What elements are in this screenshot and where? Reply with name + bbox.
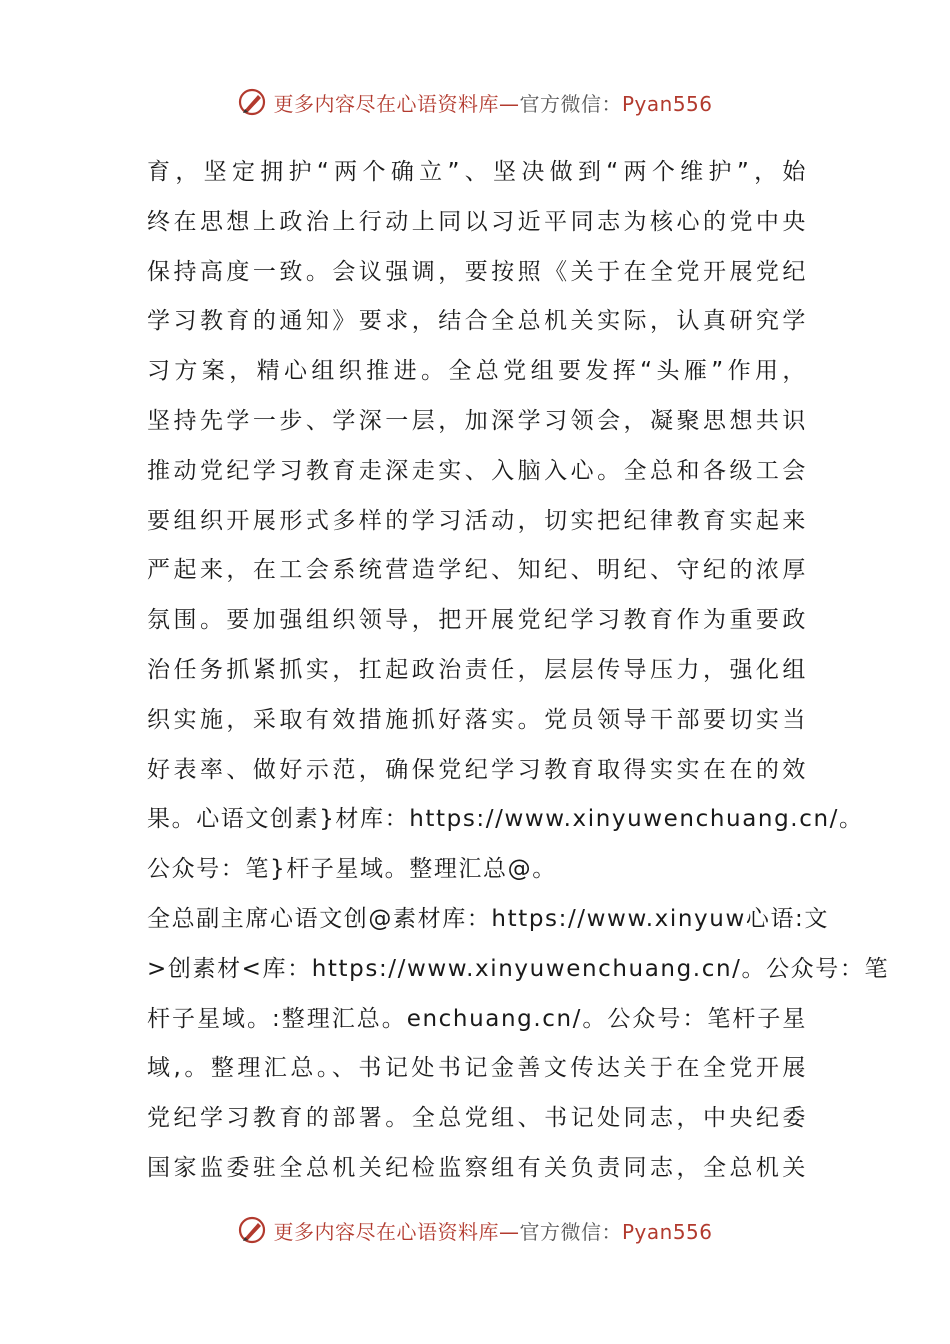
pen-logo-icon <box>237 1215 267 1245</box>
text-line: 国家监委驻全总机关纪检监察组有关负责同志，全总机关 <box>147 1154 807 1181</box>
footer-banner <box>0 1210 950 1250</box>
header-banner <box>0 82 950 122</box>
text-line: 果。心语文创素}材库：https://www.xinyuwenchuang.cn/。 <box>147 806 864 833</box>
banner-wechat-label: 官方微信： <box>519 1219 622 1244</box>
text-line: 要组织开展形式多样的学习活动，切实把纪律教育实起来 <box>147 507 807 534</box>
banner-brand: 更多内容尽在心语资料库 <box>273 1219 499 1244</box>
banner-dash: — <box>498 1219 520 1244</box>
text-line: 保持高度一致。会议强调，要按照《关于在全党开展党纪 <box>147 258 807 285</box>
banner-wechat-label: 官方微信： <box>519 91 622 116</box>
text-line: 学习教育的通知》要求，结合全总机关实际，认真研究学 <box>147 308 807 335</box>
text-line: 治任务抓紧抓实，扛起政治责任，层层传导压力，强化组 <box>147 656 807 683</box>
banner-dash: — <box>498 91 520 116</box>
text-line: 氛围。要加强组织领导，把开展党纪学习教育作为重要政 <box>147 607 807 634</box>
text-line: 杆子星域。:整理汇总。enchuang.cn/。公众号：笔杆子星 <box>147 1005 807 1032</box>
text-line: 终在思想上政治上行动上同以习近平同志为核心的党中央 <box>147 208 807 235</box>
text-line: 公众号：笔}杆子星域。整理汇总@。 <box>147 856 557 883</box>
pen-logo-icon <box>237 87 267 117</box>
banner-wechat-id: Pyan556 <box>621 1219 713 1244</box>
text-line: 域,。整理汇总。、书记处书记金善文传达关于在全党开展 <box>147 1055 807 1082</box>
text-line: 好表率、做好示范，确保党纪学习教育取得实实在在的效 <box>147 756 807 783</box>
text-line: >创素材<库：https://www.xinyuwenchuang.cn/。公众号：笔 <box>147 955 890 982</box>
text-line: 严起来，在工会系统营造学纪、知纪、明纪、守纪的浓厚 <box>147 557 807 584</box>
banner-text <box>273 1216 712 1245</box>
text-line: 织实施，采取有效措施抓好落实。党员领导干部要切实当 <box>147 706 807 733</box>
banner-wechat-id: Pyan556 <box>621 91 713 116</box>
text-line: 坚持先学一步、学深一层，加深学习领会，凝聚思想共识 <box>147 407 807 434</box>
banner-brand: 更多内容尽在心语资料库 <box>273 91 499 116</box>
text-line: 全总副主席心语文创@素材库：https://www.xinyuw心语:文 <box>147 905 830 932</box>
text-line: 党纪学习教育的部署。全总党组、书记处同志，中央纪委 <box>147 1105 807 1132</box>
text-line: 育，坚定拥护“两个确立”、坚决做到“两个维护”，始 <box>147 159 807 185</box>
document-body <box>147 148 890 1194</box>
banner-text <box>273 88 712 117</box>
text-line: 推动党纪学习教育走深走实、入脑入心。全总和各级工会 <box>147 457 807 484</box>
text-line: 习方案，精心组织推进。全总党组要发挥“头雁”作用， <box>147 358 807 385</box>
